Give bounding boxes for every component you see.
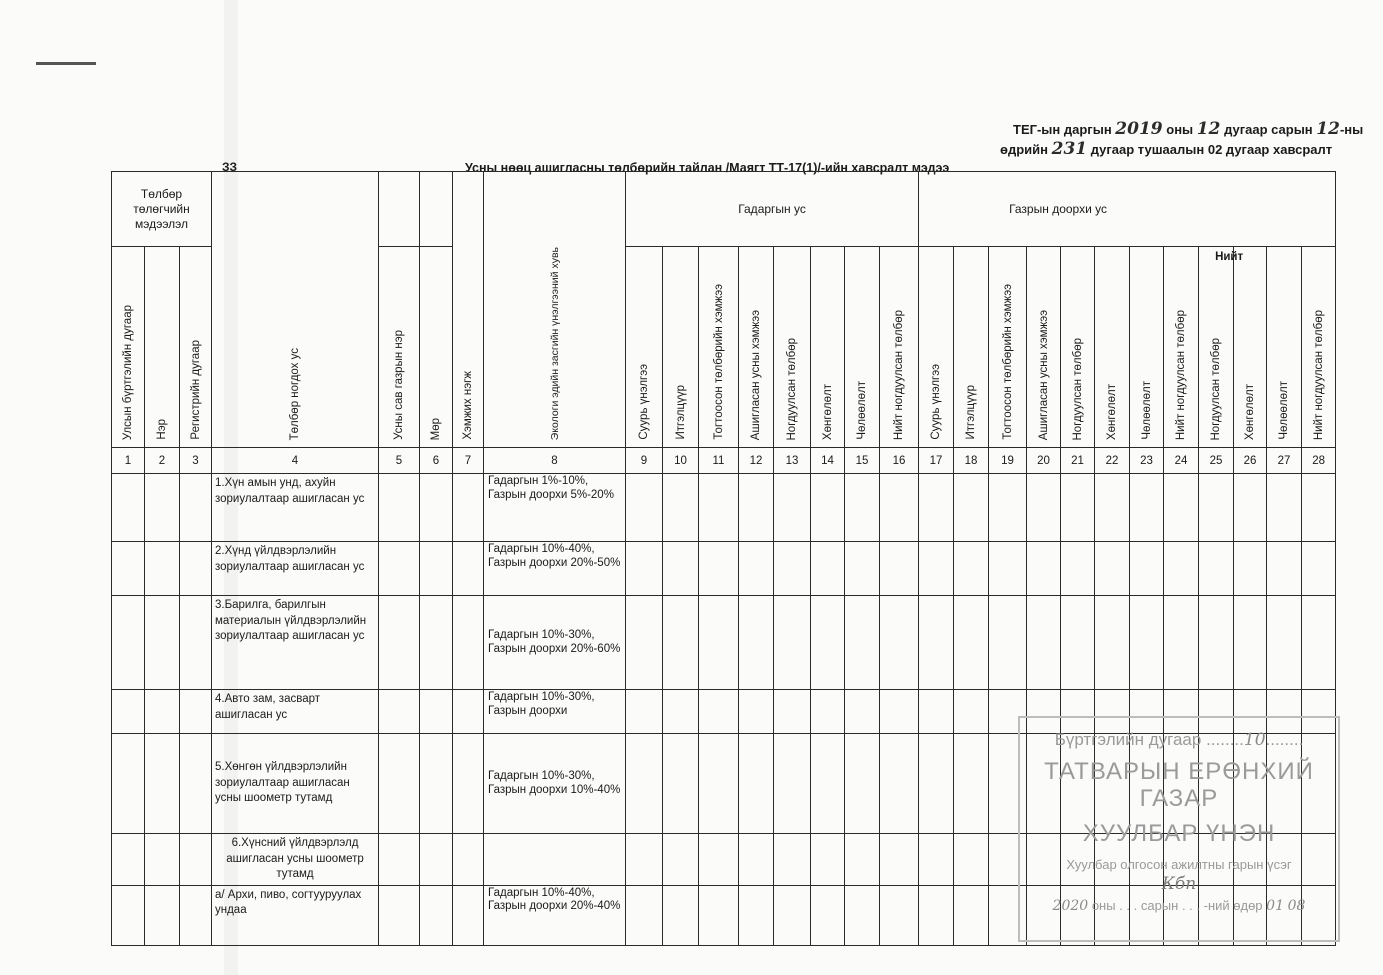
col-9-header: Суурь үнэлгээ [626, 247, 663, 448]
col-26-header: Хөнгөлөлт [1234, 247, 1267, 448]
col-27-header: Чөлөөлөлт [1267, 247, 1302, 448]
col-1-header: Улсын бүртгэлийн дугаар [112, 247, 145, 448]
table-row [112, 596, 1336, 690]
col-20-header: Ашигласан усны хэмжээ [1027, 247, 1061, 448]
col-8-header: Экологи эдийн засгийн үнэлгээний хувь [484, 172, 626, 448]
col-6-header: Мөр [420, 247, 453, 448]
stamp-signature: Кбп [1161, 874, 1197, 894]
col-10-header: Итгэлцүүр [663, 247, 699, 448]
col-17-header: Суурь үнэлгээ [919, 247, 954, 448]
certified-copy-stamp [1018, 716, 1340, 942]
row-description: 3.Барилга, барилгын материалын үйлдвэрлэлийн зориулалтаар ашигласан ус [212, 596, 379, 690]
col-18-header: Итгэлцүүр [954, 247, 989, 448]
col-16-header: Нийт ногдуулсан төлбөр [880, 247, 919, 448]
col-11-header: Тогтоосон төлбөрийн хэмжээ [699, 247, 739, 448]
row-eco-percent: Гадаргын 10%-30%, Газрын доорхи 20%-60% [484, 596, 626, 690]
row-description: 4.Авто зам, засварт ашигласан ус [212, 690, 379, 734]
row-eco-percent: Гадаргын 1%-10%, Газрын доорхи 5%-20% [484, 474, 626, 542]
stamp-reg-line: Бүртгэлийн дугаар ........10........ [1054, 730, 1304, 750]
col-15-header: Чөлөөлөлт [845, 247, 880, 448]
col-21-header: Ногдуулсан төлбөр [1061, 247, 1095, 448]
row-eco-percent: Гадаргын 10%-30%, Газрын доорхи [484, 690, 626, 734]
stamp-date: 2020 оны . . . сарын . . . -ний өдөр 01 08 [1052, 898, 1306, 914]
stamp-copy-mark: ХУУЛБАР ҮНЭН [1082, 820, 1276, 847]
col-2-header: Нэр [145, 247, 180, 448]
order-line-1: ТЕГ-ын даргын 2019 оны 12 дугаар сарын 12-ны [1013, 119, 1364, 139]
row-description: 6.Хүнсний үйлдвэрлэлд ашигласан усны шоометр тутамд [212, 834, 379, 886]
stamp-note: Хуулбар олгосон ажилтны гарын үсэг [1066, 857, 1292, 872]
row-description: а/ Архи, пиво, согтууруулах ундаа [212, 885, 379, 945]
col-23-header: Чөлөөлөлт [1130, 247, 1164, 448]
row-eco-percent: Гадаргын 10%-40%, Газрын доорхи 20%-40% [484, 885, 626, 945]
row-eco-percent: Гадаргын 10%-40%, Газрын доорхи 20%-50% [484, 542, 626, 596]
form-title: Усны нөөц ашигласны төлбөрийн тайлан /Маягт ТТ-17(1)/-ийн хавсралт мэдээ [465, 161, 950, 175]
stamp-org: ТАТВАРЫН ЕРӨНХИЙ ГАЗАР [1044, 758, 1314, 812]
col-24-header: Нийт ногдуулсан төлбөр [1164, 247, 1199, 448]
table-row [112, 474, 1336, 542]
col-25-header: Ногдуулсан төлбөр Нийт [1199, 247, 1234, 448]
col-22-header: Хөнгөлөлт [1095, 247, 1130, 448]
col-14-header: Хөнгөлөлт [811, 247, 845, 448]
row-description: 2.Хүнд үйлдвэрлэлийн зориулалтаар ашигласан ус [212, 542, 379, 596]
col-12-header: Ашигласан усны хэмжээ [739, 247, 774, 448]
table-row [112, 542, 1336, 596]
col-5-header: Усны сав газрын нэр [379, 247, 420, 448]
col-19-header: Тогтоосон төлбөрийн хэмжээ [989, 247, 1027, 448]
col-7-header: Хэмжих нэгж [453, 172, 484, 448]
scan-mark [36, 62, 96, 65]
row-description: 1.Хүн амын унд, ахуйн зориулалтаар ашигласан ус [212, 474, 379, 542]
col-3-header: Регистрийн дугаар [180, 247, 212, 448]
row-eco-percent [484, 834, 626, 886]
row-description: 5.Хөнгөн үйлдвэрлэлийн зориулалтаар ашигласан усны шоометр тутамд [212, 734, 379, 834]
payer-info-header: Төлбөр төлөгчийн мэдээлэл [112, 172, 212, 247]
col-4-header: Төлбөр ногдох ус [212, 172, 379, 448]
col-28-header: Нийт ногдуулсан төлбөр [1302, 247, 1336, 448]
total-header: Нийт [1215, 251, 1244, 263]
ground-water-header: Газрын доорхи ус [919, 172, 1336, 247]
order-line-2: өдрийн 231 дугаар тушаалын 02 дугаар хавсралт [1000, 139, 1333, 159]
page-mark: ЗЗ [222, 160, 238, 174]
column-numbers-row: 1 2 3 4 5 6 7 8 9 10 11 12 13 14 15 16 17 18 19 20 21 22 23 24 25 26 27 28 [112, 448, 1336, 474]
col-13-header: Ногдуулсан төлбөр [774, 247, 811, 448]
surface-water-header: Гадаргын ус [626, 172, 919, 247]
row-eco-percent: Гадаргын 10%-30%, Газрын доорхи 10%-40% [484, 734, 626, 834]
